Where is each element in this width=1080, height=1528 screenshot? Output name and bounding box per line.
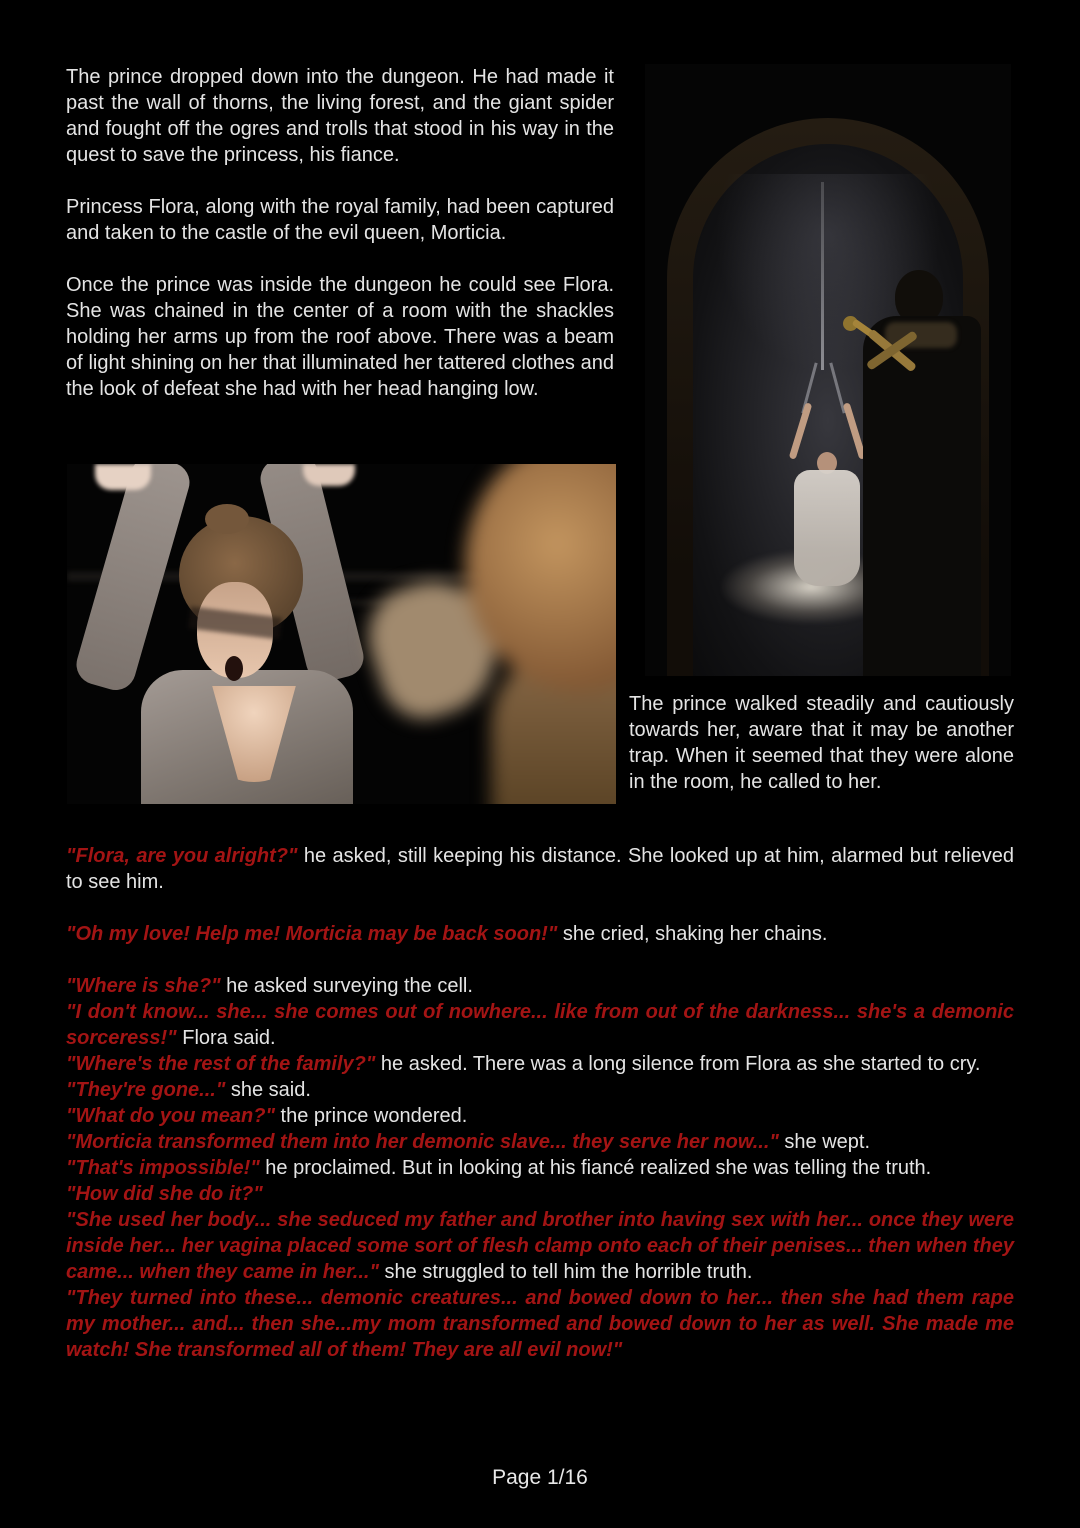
dialogue-quote: "How did she do it?"	[66, 1183, 263, 1205]
dialogue-paragraph	[66, 1207, 1014, 1285]
dialogue-quote: "They're gone..."	[66, 1079, 226, 1101]
dungeon-archway-image	[645, 64, 1011, 676]
dialogue-quote: "That's impossible!"	[66, 1157, 260, 1179]
dialogue-paragraph	[66, 1051, 1014, 1077]
dialogue-paragraph	[66, 973, 1014, 999]
story-paragraph-2: Princess Flora, along with the royal family, had been captured and taken to the castle of the evil queen, Morticia.	[66, 196, 614, 244]
dialogue-quote: "They turned into these... demonic creatures... and bowed down to her... then she had them rape my mother... and... then she...my mom transformed and bowed down to her as well. She made me watch! She transformed all of them! They are all evil now!"	[66, 1287, 1014, 1361]
dialogue-quote: "Where's the rest of the family?"	[66, 1053, 376, 1075]
dialogue-quote: "Morticia transformed them into her demonic slave... they serve her now..."	[66, 1131, 779, 1153]
dialogue-paragraph	[66, 1103, 1014, 1129]
dialogue-section	[66, 843, 1014, 1363]
narration-text: she said.	[225, 1079, 311, 1101]
dialogue-paragraph	[66, 1129, 1014, 1155]
dialogue-quote: "She used her body... she seduced my father and brother into having sex with her... once they were inside her... her vagina placed some sort of flesh clamp onto each of their penises... then when they came... when they came in her..."	[66, 1209, 1014, 1283]
narration-text: Flora said.	[176, 1027, 276, 1049]
hanging-chain	[821, 182, 824, 370]
dialogue-quote: "Flora, are you alright?"	[66, 845, 298, 867]
narration-text: he asked, still keeping his distance. She looked up at him, alarmed but relieved to see him.	[66, 845, 1014, 893]
story-paragraph-3: Once the prince was inside the dungeon he could see Flora. She was chained in the center of a room with the shackles holding her arms up from the roof above. There was a beam of light shining on her that illuminated her tattered clothes and the look of defeat she had with her head hanging low.	[66, 274, 614, 400]
dialogue-paragraph	[66, 1181, 1014, 1207]
intro-text-block	[66, 64, 614, 428]
prince-silhouette-body	[863, 316, 981, 676]
story-paragraph-4: The prince walked steadily and cautiously towards her, aware that it may be another trap. When it seemed that they were alone in the room, he called to her.	[629, 693, 1014, 793]
princess-closeup-image	[67, 464, 616, 804]
dialogue-paragraph	[66, 1155, 1014, 1181]
dialogue-paragraph	[66, 1285, 1014, 1363]
narration-text: she wept.	[778, 1131, 871, 1153]
narration-text: the prince wondered.	[274, 1105, 468, 1127]
blurred-foreground-prince	[67, 464, 616, 804]
dialogue-paragraph	[66, 1077, 1014, 1103]
narration-text: she cried, shaking her chains.	[557, 923, 828, 945]
story-paragraph-1: The prince dropped down into the dungeon. He had made it past the wall of thorns, the living forest, and the giant spider and fought off the ogres and trolls that stood in his way in the quest to save the princess, his fiance.	[66, 66, 614, 166]
princess-dress	[794, 470, 860, 586]
dialogue-quote: "Oh my love! Help me! Morticia may be back soon!"	[66, 923, 558, 945]
dialogue-paragraph	[66, 999, 1014, 1051]
narration-text: she struggled to tell him the horrible truth.	[378, 1261, 753, 1283]
dialogue-quote: "What do you mean?"	[66, 1105, 275, 1127]
narration-text: he asked. There was a long silence from Flora as she started to cry.	[375, 1053, 981, 1075]
narration-text: he asked surveying the cell.	[220, 975, 473, 997]
narration-text: he proclaimed. But in looking at his fiancé realized she was telling the truth.	[259, 1157, 932, 1179]
page-number: Page 1/16	[492, 1466, 588, 1489]
dialogue-paragraph	[66, 843, 1014, 895]
dialogue-paragraph	[66, 921, 1014, 947]
dialogue-quote: "I don't know... she... she comes out of nowhere... like from out of the darkness... she's a demonic sorceress!"	[66, 1001, 1014, 1049]
dialogue-quote: "Where is she?"	[66, 975, 221, 997]
narration-block	[629, 691, 1014, 795]
